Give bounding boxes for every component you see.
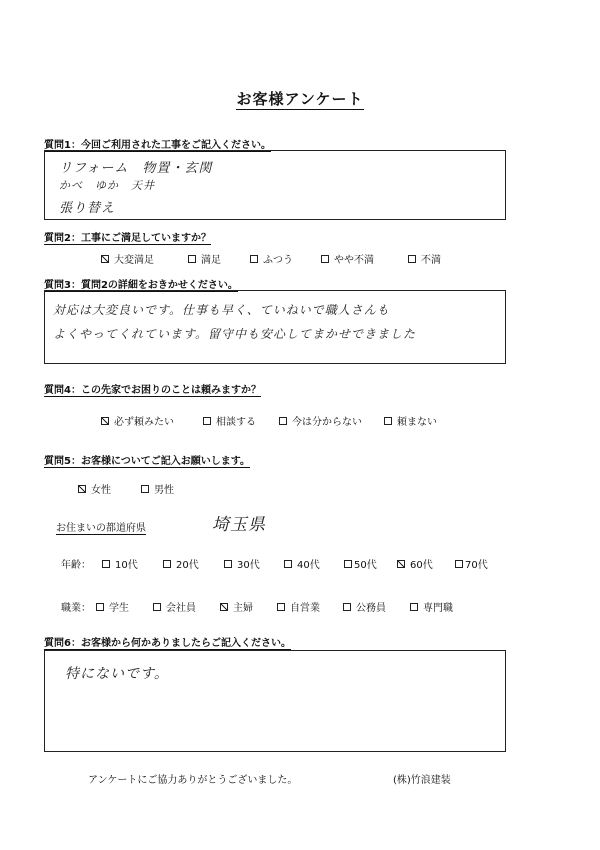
q4-option-unsure[interactable]: 今は分からない	[279, 413, 362, 428]
q6-line-1: 特にないです。	[65, 666, 169, 682]
job-homemaker[interactable]: 主婦	[220, 599, 253, 614]
checkbox[interactable]	[102, 560, 110, 568]
checkbox[interactable]	[408, 255, 416, 263]
checkbox[interactable]	[279, 417, 287, 425]
age-20s[interactable]: 20代	[163, 556, 199, 571]
q2-option-neutral[interactable]: ふつう	[250, 251, 293, 266]
checkbox[interactable]	[203, 417, 211, 425]
age-50s[interactable]: 50代	[344, 556, 377, 571]
job-civil-servant[interactable]: 公務員	[343, 599, 386, 614]
q4-option-consult[interactable]: 相談する	[203, 413, 256, 428]
question-1-label: 質問1：今回ご利用された工事をご記入ください。	[44, 140, 271, 151]
question-5-label: 質問5：お客様についてご記入お願いします。	[44, 456, 250, 467]
checkbox[interactable]	[343, 603, 351, 611]
q3-line-2: よくやってくれています。留守中も安心してまかせできました	[53, 327, 417, 341]
checkbox-checked[interactable]	[397, 560, 405, 568]
page-title: お客様アンケート	[236, 90, 364, 108]
checkbox[interactable]	[224, 560, 232, 568]
age-label: 年齢：	[61, 560, 91, 571]
q2-option-satisfied[interactable]: 満足	[188, 251, 221, 266]
question-3-answer-box[interactable]	[44, 290, 506, 364]
footer-company: (株)竹浪建装	[393, 775, 451, 786]
job-self-employed[interactable]: 自営業	[277, 599, 320, 614]
job-specialist[interactable]: 専門職	[410, 599, 453, 614]
prefecture-value: 埼玉県	[212, 515, 266, 535]
q5-gender-male[interactable]: 男性	[141, 481, 174, 496]
q1-line-2: かべ ゆか 天井	[59, 179, 155, 192]
age-40s[interactable]: 40代	[284, 556, 320, 571]
question-2-label: 質問2：工事にご満足していますか？	[44, 233, 211, 244]
q4-option-definitely[interactable]: 必ず頼みたい	[101, 413, 174, 428]
q1-line-3: 張り替え	[59, 201, 116, 216]
checkbox[interactable]	[250, 255, 258, 263]
job-student[interactable]: 学生	[96, 599, 129, 614]
checkbox[interactable]	[141, 485, 149, 493]
job-office-worker[interactable]: 会社員	[153, 599, 196, 614]
checkbox-checked[interactable]	[78, 485, 86, 493]
checkbox-checked[interactable]	[101, 417, 109, 425]
checkbox[interactable]	[153, 603, 161, 611]
checkbox[interactable]	[410, 603, 418, 611]
checkbox[interactable]	[96, 603, 104, 611]
job-label: 職業：	[61, 603, 91, 614]
checkbox[interactable]	[163, 560, 171, 568]
checkbox[interactable]	[321, 255, 329, 263]
age-70s[interactable]: 70代	[455, 556, 488, 571]
q2-option-somewhat-dissatisfied[interactable]: やや不満	[321, 251, 374, 266]
age-30s[interactable]: 30代	[224, 556, 260, 571]
age-60s[interactable]: 60代	[397, 556, 433, 571]
prefecture-label: お住まいの都道府県	[56, 523, 146, 534]
checkbox[interactable]	[284, 560, 292, 568]
q1-line-1: リフォーム 物置・玄関	[59, 161, 213, 176]
checkbox-checked[interactable]	[101, 255, 109, 263]
q2-option-dissatisfied[interactable]: 不満	[408, 251, 441, 266]
q3-line-1: 対応は大変良いです。仕事も早く、ていねいで職人さんも	[53, 303, 390, 317]
q5-gender-female[interactable]: 女性	[78, 481, 111, 496]
checkbox[interactable]	[277, 603, 285, 611]
question-1-answer-box[interactable]	[44, 150, 506, 220]
q2-option-very-satisfied[interactable]: 大変満足	[101, 251, 154, 266]
checkbox[interactable]	[384, 417, 392, 425]
footer-thanks: アンケートにご協力ありがとうございました。	[88, 775, 298, 786]
checkbox-checked[interactable]	[220, 603, 228, 611]
checkbox[interactable]	[188, 255, 196, 263]
q4-option-no[interactable]: 頼まない	[384, 413, 437, 428]
question-3-label: 質問3：質問2の詳細をおきかせください。	[44, 280, 238, 291]
age-10s[interactable]: 10代	[102, 556, 138, 571]
question-4-label: 質問4：この先家でお困りのことは頼みますか？	[44, 385, 261, 396]
checkbox[interactable]	[344, 560, 352, 568]
checkbox[interactable]	[455, 560, 463, 568]
question-6-answer-box[interactable]	[44, 650, 506, 752]
question-6-label: 質問6：お客様から何かありましたらご記入ください。	[44, 638, 291, 649]
